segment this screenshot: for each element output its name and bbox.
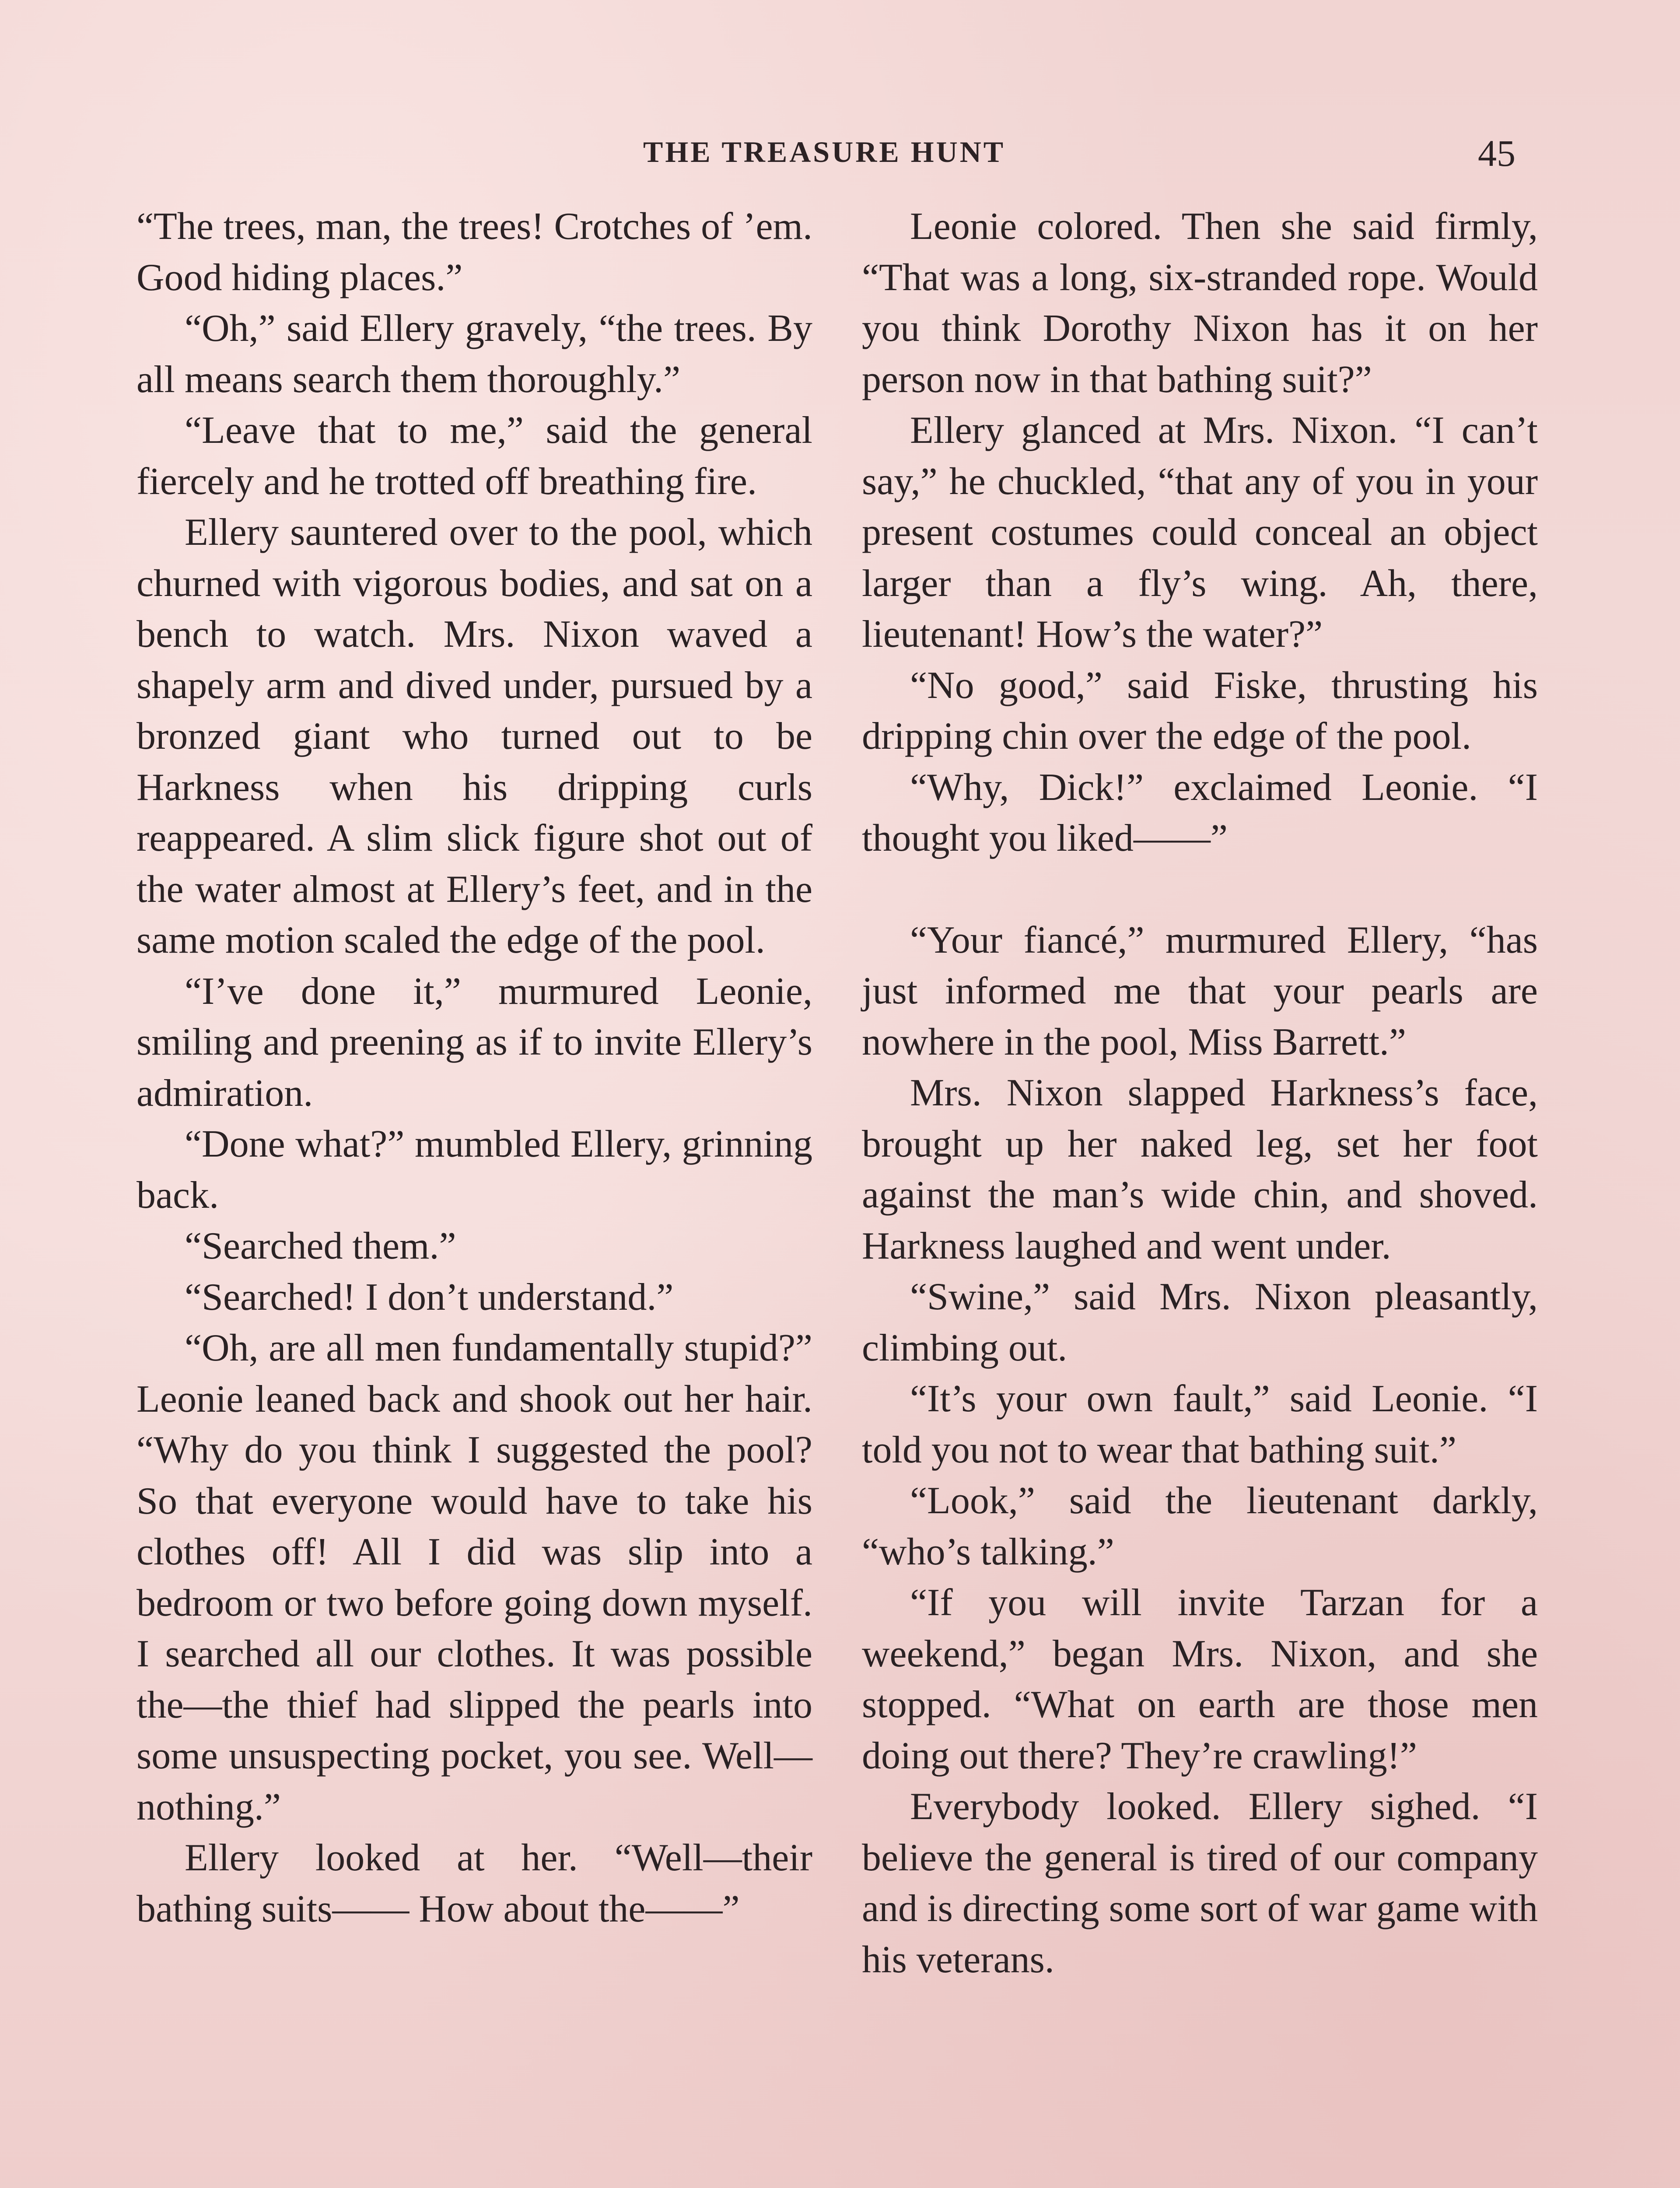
- paragraph: “Searched them.”: [185, 1225, 456, 1267]
- paragraph: Everybody looked. Ellery sighed. “I believe the general is tired of our company and is directing some sort of war game with his veterans.: [862, 1785, 1538, 1981]
- paragraph: “No good,” said Fiske, thrusting his dripping chin over the edge of the pool.: [862, 664, 1538, 757]
- paragraph: “Your fiancé,” murmured Ellery, “has just informed me that your pearls are nowhere in the pool, Miss Barrett.”: [862, 919, 1538, 1063]
- paragraph: “I’ve done it,” murmured Leonie, smiling and preening as if to invite Ellery’s admiration.: [136, 970, 812, 1115]
- paragraph: “Look,” said the lieutenant darkly, “who’s talking.”: [862, 1480, 1538, 1573]
- right-text-column: [862, 201, 1538, 1985]
- paragraph: “If you will invite Tarzan for a weekend,” began Mrs. Nixon, and she stopped. “What on earth are those men doing out there? They’re crawling!”: [862, 1581, 1538, 1777]
- paragraph: Mrs. Nixon slapped Harkness’s face, brought up her naked leg, set her foot against the man’s wide chin, and shoved. Harkness laughed and went under.: [862, 1072, 1538, 1267]
- paragraph: “Swine,” said Mrs. Nixon pleasantly, climbing out.: [862, 1276, 1538, 1369]
- page-number: 45: [1478, 132, 1516, 174]
- paragraph: “Searched! I don’t understand.”: [185, 1276, 674, 1318]
- paragraph: “Why, Dick!” exclaimed Leonie. “I thought you liked——”: [862, 766, 1538, 859]
- paragraph: Leonie colored. Then she said firmly, “That was a long, six-stranded rope. Would you think Dorothy Nixon has it on her person now in that bathing suit?”: [862, 205, 1538, 401]
- paragraph: Ellery sauntered over to the pool, which churned with vigorous bodies, and sat on a bench to watch. Mrs. Nixon waved a shapely arm and dived under, pursued by a bronzed giant who turned out to be Harkness when his dripping curls reappeared. A slim slick figure shot out of the water almost at Ellery’s feet, and in the same motion scaled the edge of the pool.: [136, 511, 812, 961]
- left-text-column: [136, 201, 812, 1935]
- paragraph: “Oh, are all men fundamentally stupid?” Leonie leaned back and shook out her hair. “Why do you think I suggested the pool? So that everyone would have to take his clothes off! All I did was slip into a bedroom or two before going down myself. I searched all our clothes. It was possible the—the thief had slipped the pearls into some unsuspecting pocket, you see. Well—nothing.”: [136, 1327, 812, 1828]
- running-head-title: THE TREASURE HUNT: [643, 135, 1006, 168]
- paragraph: “Leave that to me,” said the general fiercely and he trotted off breathing fire.: [136, 409, 812, 503]
- paragraph: Ellery glanced at Mrs. Nixon. “I can’t say,” he chuckled, “that any of you in your present costumes could conceal an object larger than a fly’s wing. Ah, there, lieutenant! How’s the water?”: [862, 409, 1538, 656]
- running-header: [0, 131, 1680, 175]
- paragraph: “Done what?” mumbled Ellery, grinning back.: [136, 1123, 812, 1217]
- paragraph: Ellery looked at her. “Well—their bathing suits—— How about the——”: [136, 1837, 812, 1930]
- paragraph: “It’s your own fault,” said Leonie. “I told you not to wear that bathing suit.”: [862, 1378, 1538, 1471]
- paragraph: “Oh,” said Ellery gravely, “the trees. By all means search them thoroughly.”: [136, 307, 812, 401]
- paragraph: “The trees, man, the trees! Crotches of ’em. Good hiding places.”: [136, 205, 812, 299]
